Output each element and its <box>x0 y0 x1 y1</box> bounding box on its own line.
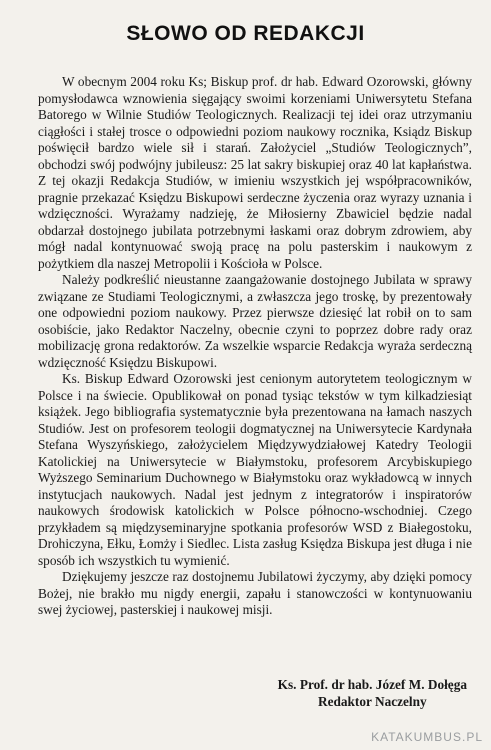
paragraph-3: Ks. Biskup Edward Ozorowski jest cenionym autorytetem teologicznym w Polsce i na świecie. Opublikował on ponad tysiąc tekstów w tym kilkadziesiąt książek. Jego bibliografia systematycznie była prezentowana na łamach naszych Studiów. Jest on profesorem teologii dogmatycznej na Uniwersytecie Kardynała Stefana Wyszyńskiego, założycielem Międzywydziałowej Katedry Teologii Katolickiej na Uniwersytecie w Białymstoku, profesorem Arcybiskupiego Wyższego Seminarium Duchownego w Białymstoku oraz wykładowcą w innych instytucjach naukowych. Nadal jest jednym z integratorów i inspiratorów naukowych środowisk katolickich w Polsce północno-wschodniej. Czego przykładem są międzyseminaryjne spotkania profesorów WSD z Białegostoku, Drohiczyna, Ełku, Łomży i Siedlec. Lista zasług Księdza Biskupa jest długa i nie sposób ich wszystkich tu wymienić. <box>38 371 472 568</box>
paragraph-2: Należy podkreślić nieustanne zaangażowanie dostojnego Jubilata w sprawy związane ze Studiami Teologicznymi, a zwłaszcza jego troskę, by prezentowały one odpowiedni poziom naukowy. Przez pierwsze dziesięć lat robił on to sam osobiście, jako Redaktor Naczelny, obecnie czyni to poprzez dobre rady oraz mobilizację grona redaktorów. Za wszelkie wsparcie Redakcja wyraża serdeczną wdzięczność Księdzu Biskupowi. <box>38 272 472 370</box>
signature-role: Redaktor Naczelny <box>317 694 427 709</box>
paragraph-4: Dziękujemy jeszcze raz dostojnemu Jubilatowi życzymy, aby dzięki pomocy Bożej, nie brakło mu nigdy energii, zapału i stanowczości w kontynuowaniu swej życiowej, pasterskiej i naukowej misji. <box>38 569 472 617</box>
signature-name: Ks. Prof. dr hab. Józef M. Dołęga <box>277 677 467 692</box>
watermark: KATAKUMBUS.PL <box>371 730 483 744</box>
page-title: SŁOWO OD REDAKCJI <box>126 22 365 45</box>
article-body <box>38 74 472 619</box>
paragraph-1: W obecnym 2004 roku Ks; Biskup prof. dr hab. Edward Ozorowski, główny pomysłodawca wznowienia sięgający swoimi korzeniami Uniwersytetu Stefana Batorego w Wilnie Studiów Teologicznych. Realizacji tej idei oraz utrzymaniu ciągłości i stałej trosce o odpowiedni poziom naukowy rocznika, Ksiądz Biskup poświęcił bardzo wiele sił i starań. Założyciel „Studiów Teologicznych”, obchodzi swój podwójny jubileusz: 25 lat sakry biskupiej oraz 40 lat kapłaństwa. Z tej okazji Redakcja Studiów, w imieniu wszystkich jej współpracowników, pragnie przekazać Księdzu Biskupowi serdeczne życzenia oraz wyrazy uznania i wdzięczności. Wyrażamy nadzieję, że Miłosierny Zbawiciel będzie nadal obdarzał dostojnego jubilata potrzebnymi łaskami oraz dobrym zdrowiem, aby mógł nadal kontynuować swoją pracę na polu pasterskim i naukowym z pożytkiem dla naszej Metropolii i Kościoła w Polsce. <box>38 74 472 271</box>
signature-block <box>278 676 467 710</box>
